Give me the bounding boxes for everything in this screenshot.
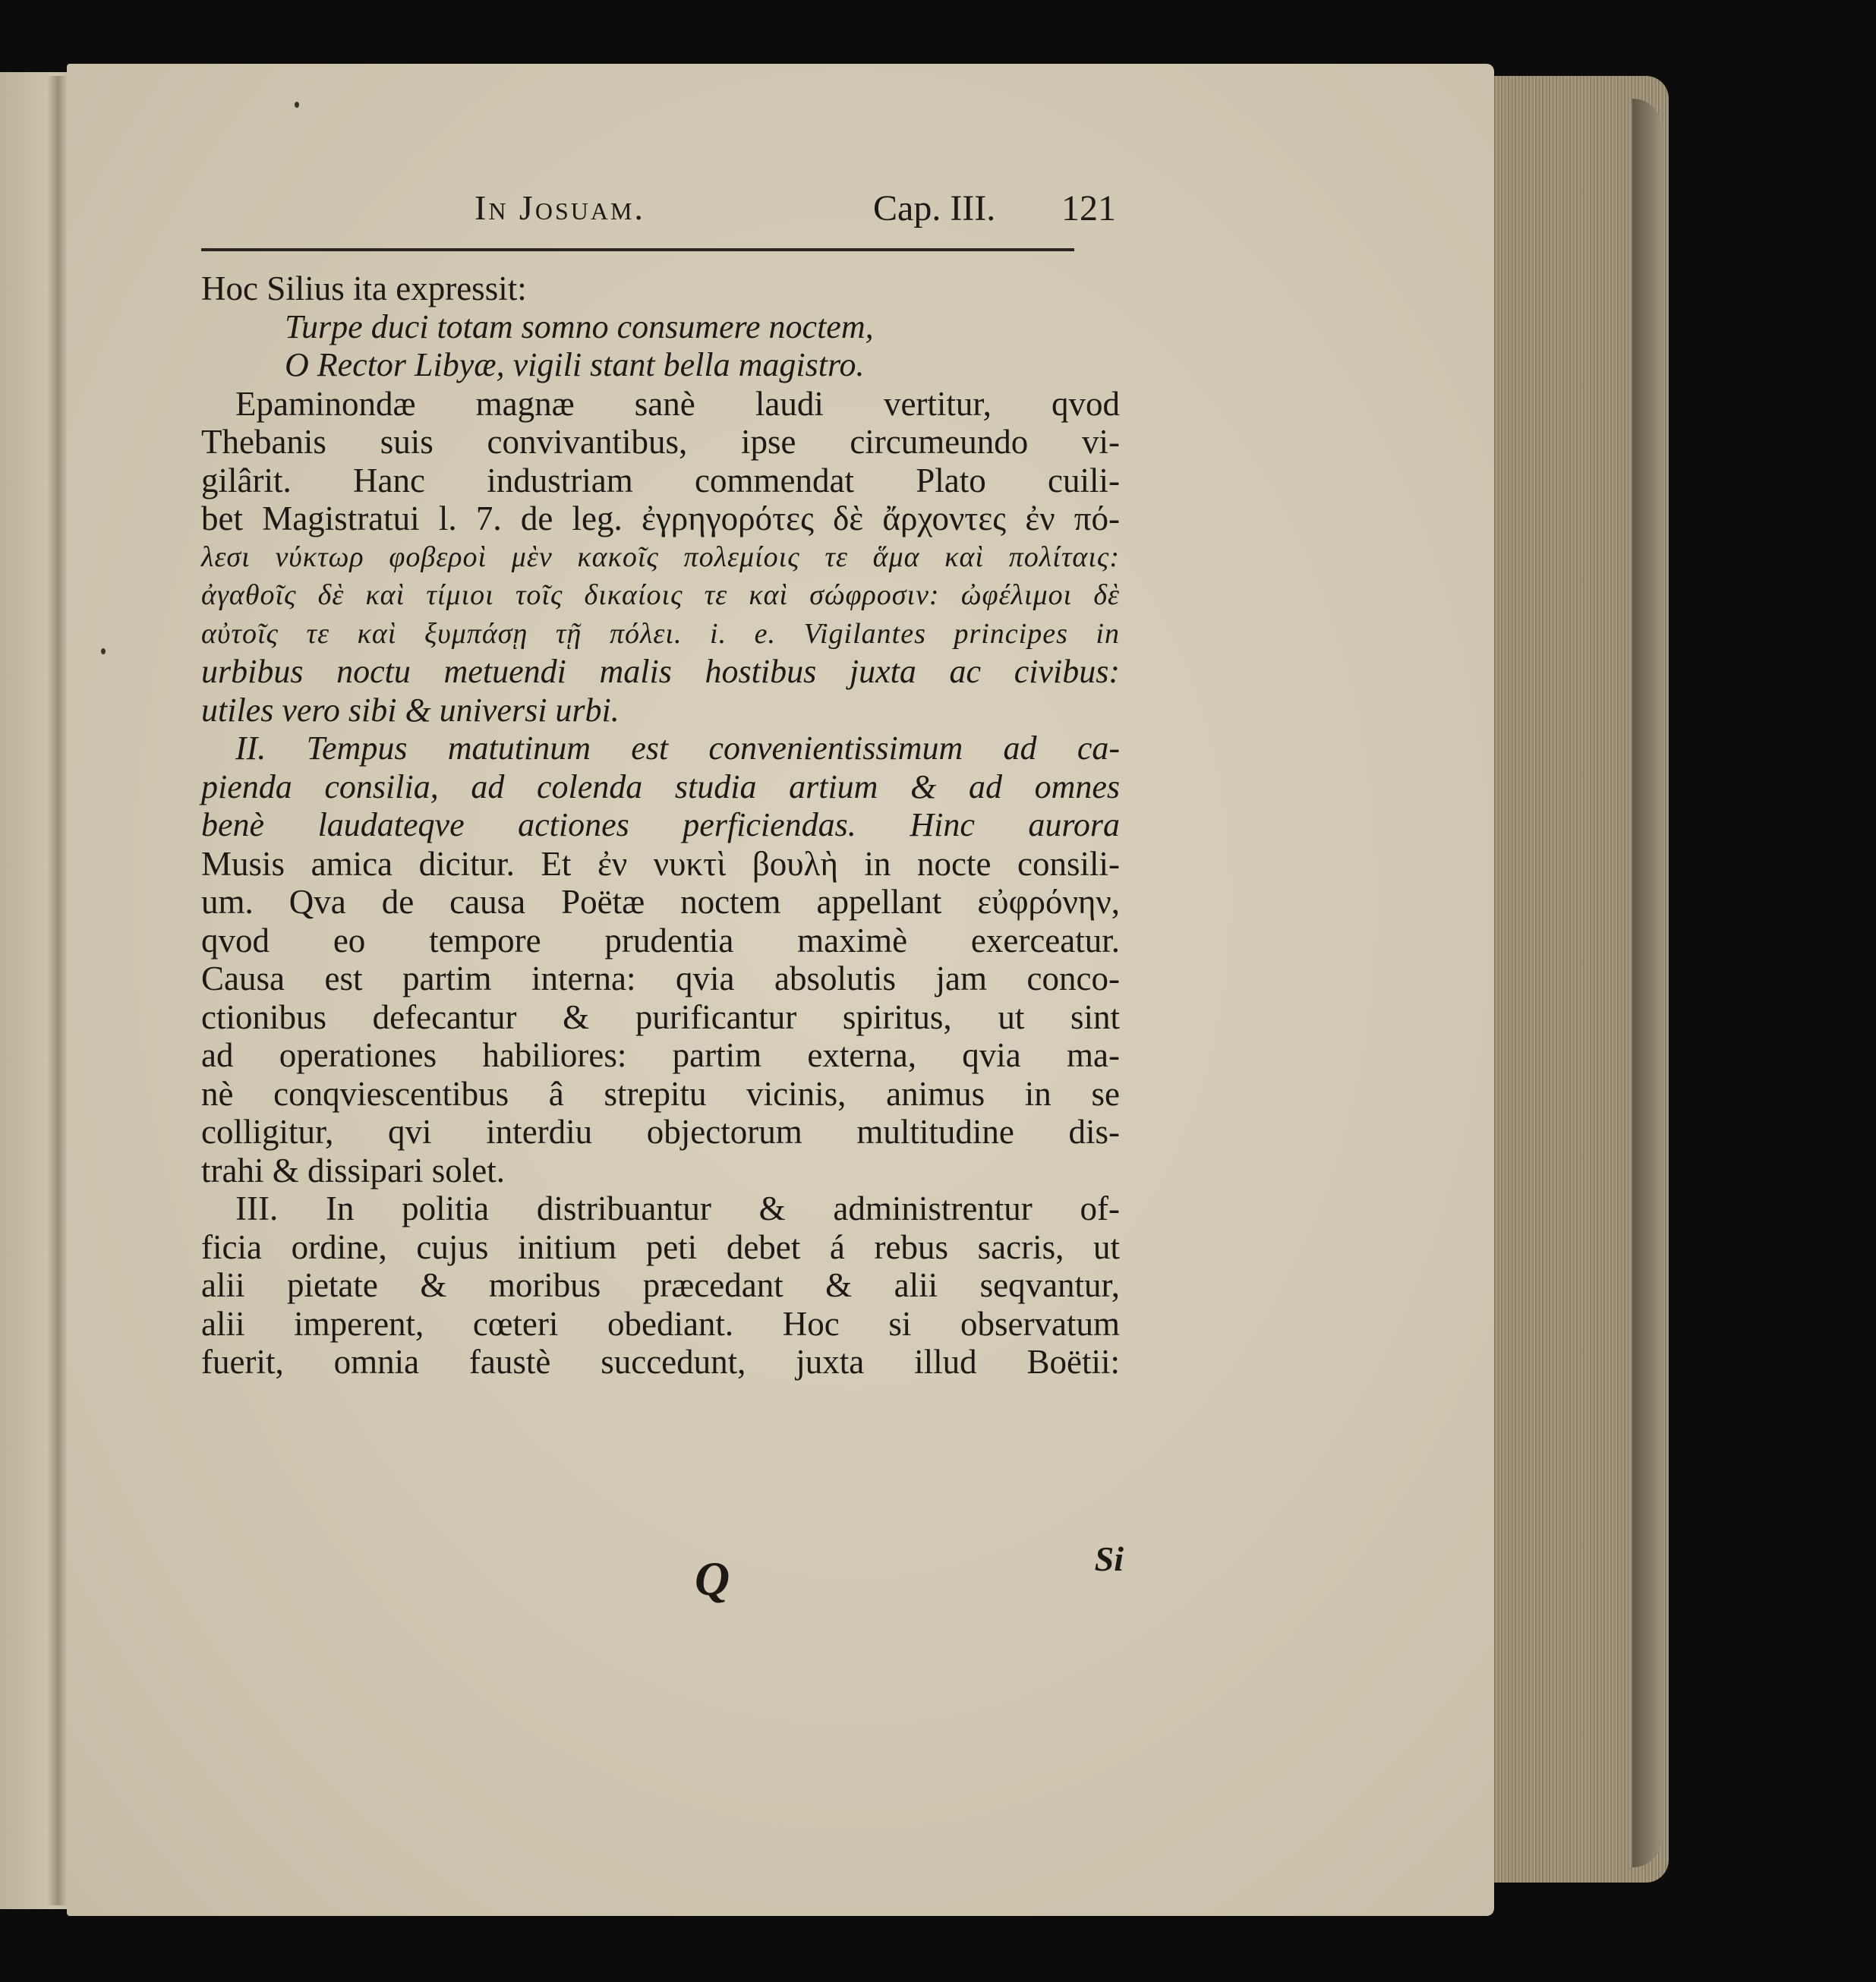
text-line: alii pietate & moribus præcedant & alii seqvantur, (201, 1266, 1120, 1304)
text-line: nè conqviescentibus â strepitu vicinis, animus in se (201, 1074, 1120, 1113)
signature-mark: Q (695, 1552, 730, 1605)
text-line: gilârit. Hanc industriam commendat Plato cuili- (201, 461, 1120, 499)
gutter-shadow (47, 76, 67, 1905)
page-number: 121 (1061, 188, 1116, 228)
text-line: urbibus noctu metuendi malis hostibus juxta ac civibus: (201, 653, 1120, 690)
text-line: ἀγαθοῖς δὲ καὶ τίμιοι τοῖς δικαίοις τε καὶ σώφροσιν: ὠφέλιμοι δὲ (201, 579, 1120, 611)
body-text (201, 269, 1120, 1382)
text-line: benè laudateqve actiones perficiendas. Hinc aurora (201, 806, 1120, 843)
text-line: ctionibus defecantur & purificantur spiritus, ut sint (201, 997, 1120, 1036)
text-line: alii imperent, cœteri obediant. Hoc si observatum (201, 1304, 1120, 1343)
text-line: III. In politia distribuantur & administrentur of- (235, 1190, 1120, 1227)
text-line: fuerit, omnia faustè succedunt, juxta illud Boëtii: (201, 1343, 1120, 1381)
text-line: qvod eo tempore prudentia maximè exerceatur. (201, 921, 1120, 959)
text-line: trahi & dissipari solet. (201, 1151, 505, 1190)
text-block (201, 188, 1124, 1674)
text-line: utiles vero sibi & universi urbi. (201, 691, 620, 729)
text-line: um. Qva de causa Poëtæ noctem appellant εὐφρόνην, (201, 883, 1120, 921)
text-line: II. Tempus matutinum est convenientissimum ad ca- (235, 729, 1120, 767)
running-header (201, 188, 1116, 239)
ink-speck (295, 102, 299, 108)
text-line: bet Magistratui l. 7. de leg. ἐγρηγορότες δὲ ἄρχοντες ἐν πό- (201, 499, 1120, 537)
text-line: Hoc Silius ita expressit: (201, 269, 527, 307)
text-line: Turpe duci totam somno consumere noctem, (285, 307, 874, 345)
text-line: λεσι νύκτωρ φοβεροὶ μὲν κακοῖς πολεμίοις τε ἅμα καὶ πολίταις: (201, 540, 1120, 573)
chapter-label: Cap. III. (873, 188, 996, 228)
text-line: Thebanis suis convivantibus, ipse circumeundo vi- (201, 423, 1120, 461)
text-line: αὐτοῖς τε καὶ ξυμπάσῃ τῇ πόλει. i. e. Vigilantes principes in (201, 617, 1120, 650)
ink-speck (101, 648, 106, 654)
catchword: Si (1094, 1539, 1124, 1578)
text-line: colligitur, qvi interdiu objectorum multitudine dis- (201, 1113, 1120, 1151)
text-line: Causa est partim interna: qvia absolutis jam conco- (201, 959, 1120, 997)
text-line: Musis amica dicitur. Et ἐν νυκτὶ βουλὴ in nocte consili- (201, 844, 1120, 883)
running-title: In Josuam. (475, 188, 645, 227)
header-rule (201, 248, 1074, 251)
book-cover-edge (1632, 99, 1663, 1867)
text-line: ficia ordine, cujus initium peti debet á rebus sacris, ut (201, 1227, 1120, 1266)
text-line: ad operationes habiliores: partim externa, qvia ma- (201, 1036, 1120, 1074)
text-line: O Rector Libyæ, vigili stant bella magistro. (285, 346, 865, 383)
text-line: Epaminondæ magnæ sanè laudi vertitur, qvod (235, 384, 1120, 423)
text-line: pienda consilia, ad colenda studia artium & ad omnes (201, 767, 1120, 805)
